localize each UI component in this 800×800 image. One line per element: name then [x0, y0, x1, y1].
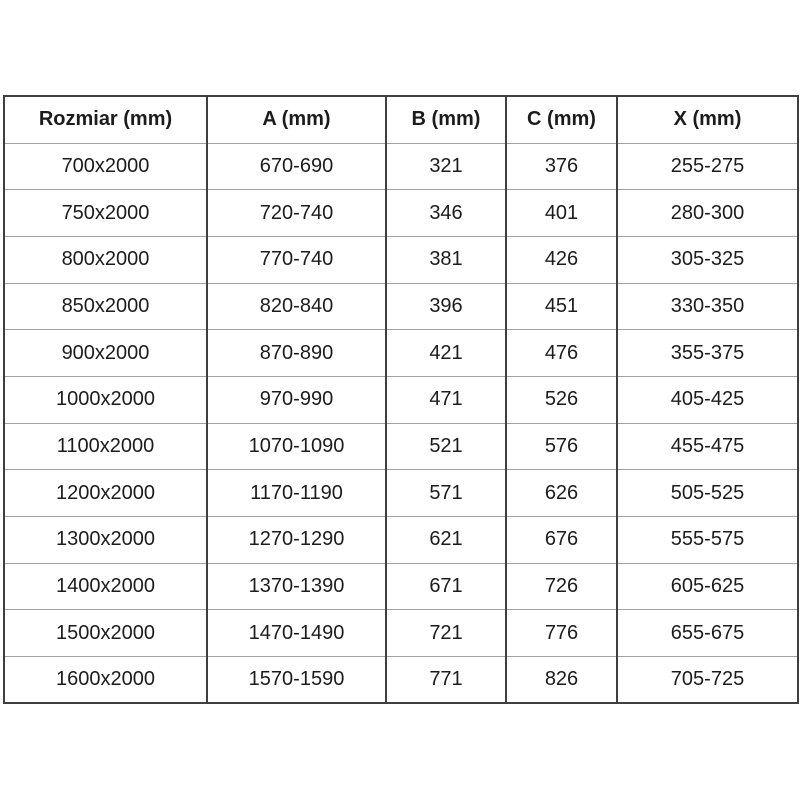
table-cell-b: 521 [386, 423, 506, 470]
table-cell-rozmiar: 1500x2000 [4, 610, 207, 657]
table-row [4, 423, 798, 470]
table-cell-rozmiar: 700x2000 [4, 143, 207, 190]
table-cell-a: 870-890 [207, 330, 386, 377]
table-cell-a: 770-740 [207, 236, 386, 283]
table-cell-b: 421 [386, 330, 506, 377]
header-row [4, 96, 798, 143]
table-cell-c: 401 [506, 190, 617, 237]
table-cell-a: 1370-1390 [207, 563, 386, 610]
table-cell-c: 776 [506, 610, 617, 657]
table-cell-c: 526 [506, 376, 617, 423]
table-cell-b: 321 [386, 143, 506, 190]
table-cell-x: 355-375 [617, 330, 798, 377]
dimension-table [3, 95, 799, 704]
table-cell-b: 671 [386, 563, 506, 610]
table-cell-a: 720-740 [207, 190, 386, 237]
table-row [4, 190, 798, 237]
column-header-b: B (mm) [386, 96, 506, 143]
table-cell-c: 726 [506, 563, 617, 610]
table-cell-rozmiar: 1400x2000 [4, 563, 207, 610]
table-cell-b: 721 [386, 610, 506, 657]
table-cell-x: 605-625 [617, 563, 798, 610]
table-cell-c: 426 [506, 236, 617, 283]
table-row [4, 283, 798, 330]
table-cell-c: 576 [506, 423, 617, 470]
table-cell-x: 455-475 [617, 423, 798, 470]
table-cell-b: 571 [386, 470, 506, 517]
table-cell-b: 621 [386, 517, 506, 564]
table-cell-x: 505-525 [617, 470, 798, 517]
column-header-c: C (mm) [506, 96, 617, 143]
table-cell-b: 346 [386, 190, 506, 237]
table-cell-c: 826 [506, 657, 617, 704]
dimension-table-header [4, 96, 798, 143]
table-row [4, 143, 798, 190]
table-cell-a: 1570-1590 [207, 657, 386, 704]
table-cell-a: 670-690 [207, 143, 386, 190]
table-cell-a: 820-840 [207, 283, 386, 330]
table-cell-b: 381 [386, 236, 506, 283]
table-cell-b: 471 [386, 376, 506, 423]
table-cell-x: 305-325 [617, 236, 798, 283]
table-row [4, 610, 798, 657]
table-cell-x: 280-300 [617, 190, 798, 237]
dimension-table-body [4, 143, 798, 703]
table-row [4, 330, 798, 377]
table-cell-c: 676 [506, 517, 617, 564]
table-cell-a: 970-990 [207, 376, 386, 423]
table-cell-x: 330-350 [617, 283, 798, 330]
table-row [4, 376, 798, 423]
table-cell-x: 255-275 [617, 143, 798, 190]
table-cell-rozmiar: 1600x2000 [4, 657, 207, 704]
table-cell-x: 555-575 [617, 517, 798, 564]
table-cell-a: 1470-1490 [207, 610, 386, 657]
table-cell-x: 405-425 [617, 376, 798, 423]
table-row [4, 517, 798, 564]
table-row [4, 563, 798, 610]
table-row [4, 236, 798, 283]
table-cell-c: 626 [506, 470, 617, 517]
table-cell-a: 1070-1090 [207, 423, 386, 470]
column-header-rozmiar: Rozmiar (mm) [4, 96, 207, 143]
table-cell-rozmiar: 1200x2000 [4, 470, 207, 517]
table-row [4, 657, 798, 704]
table-cell-rozmiar: 900x2000 [4, 330, 207, 377]
table-cell-rozmiar: 850x2000 [4, 283, 207, 330]
table-cell-b: 396 [386, 283, 506, 330]
table-cell-a: 1170-1190 [207, 470, 386, 517]
table-cell-c: 451 [506, 283, 617, 330]
table-cell-rozmiar: 1300x2000 [4, 517, 207, 564]
table-row [4, 470, 798, 517]
column-header-x: X (mm) [617, 96, 798, 143]
column-header-a: A (mm) [207, 96, 386, 143]
table-cell-rozmiar: 800x2000 [4, 236, 207, 283]
table-cell-c: 376 [506, 143, 617, 190]
table-cell-rozmiar: 750x2000 [4, 190, 207, 237]
table-cell-x: 705-725 [617, 657, 798, 704]
table-cell-c: 476 [506, 330, 617, 377]
table-cell-b: 771 [386, 657, 506, 704]
table-cell-a: 1270-1290 [207, 517, 386, 564]
table-cell-x: 655-675 [617, 610, 798, 657]
table-cell-rozmiar: 1100x2000 [4, 423, 207, 470]
table-cell-rozmiar: 1000x2000 [4, 376, 207, 423]
